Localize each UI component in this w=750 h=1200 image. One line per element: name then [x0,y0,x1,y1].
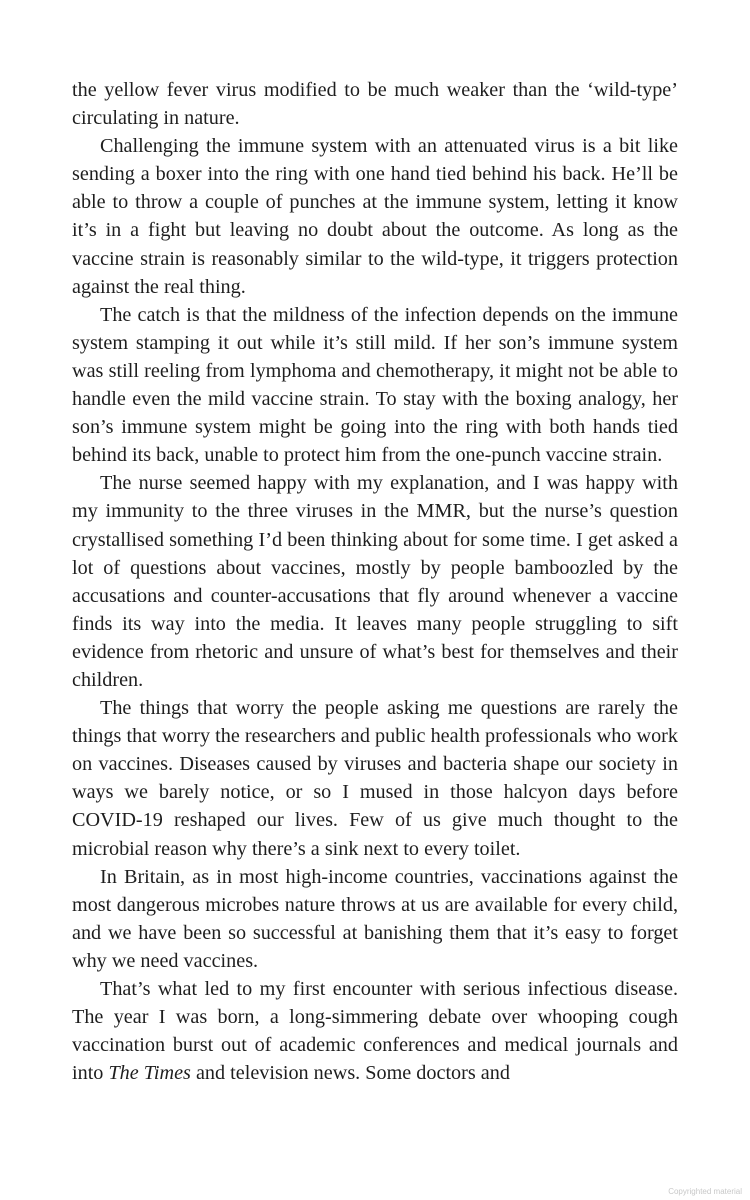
book-page-text [72,76,678,1087]
paragraph [72,975,678,1087]
italic-title-text: The Times [108,1062,191,1085]
paragraph [72,469,678,694]
paragraph [72,863,678,975]
paragraph-text: and television news. Some doctors and [190,1062,510,1085]
paragraph-text: Challenging the immune system with an attenuated virus is a bit like sending a boxer into the ring with one hand tied behind his back. He’ll be able to throw a couple of punches at the immune system, letting it know it’s in a fight but leaving no doubt about the outcome. As long as the vaccine strain is reasonably similar to the wild-type, it triggers protection against the real thing. [72,135,678,298]
copyright-watermark: Copyrighted material [668,1187,742,1196]
paragraph-text: In Britain, as in most high-income countries, vaccinations against the most dangerous microbes nature throws at us are available for every child, and we have been so successful at banishing them that it’s easy to forget why we need vaccines. [72,865,678,972]
paragraph-text: The catch is that the mildness of the infection depends on the immune system stamping it out while it’s still mild. If her son’s immune system was still reeling from lymphoma and chemotherapy, it might not be able to handle even the mild vaccine strain. To stay with the boxing analogy, her son’s immune system might be going into the ring with both hands tied behind its back, unable to protect him from the one-punch vaccine strain. [72,303,678,467]
paragraph [72,694,678,863]
paragraph-text: The nurse seemed happy with my explanation, and I was happy with my immunity to the three viruses in the MMR, but the nurse’s question crystallised something I’d been thinking about for some time. I get asked a lot of questions about vaccines, mostly by people bamboozled by the accusations and counter-accusations that fly around whenever a vaccine finds its way into the media. It leaves many people struggling to sift evidence from rhetoric and unsure of what’s best for themselves and their children. [72,472,678,691]
paragraph-text: The things that worry the people asking me questions are rarely the things that worry the researchers and public health professionals who work on vaccines. Diseases caused by viruses and bacteria shape our society in ways we barely notice, or so I mused in those halcyon days before COVID-19 reshaped our lives. Few of us give much thought to the microbial reason why there’s a sink next to every toilet. [72,697,678,860]
paragraph [72,132,678,301]
paragraph-text: the yellow fever virus modified to be much weaker than the ‘wild-type’ circulating in nature. [72,79,678,130]
paragraph [72,76,678,132]
paragraph-text: That’s what led to my first encounter with serious infectious disease. The year I was born, a long-simmering debate over whooping cough vaccination burst out of academic conferences and medical journals and into [72,978,678,1085]
paragraph [72,301,678,470]
